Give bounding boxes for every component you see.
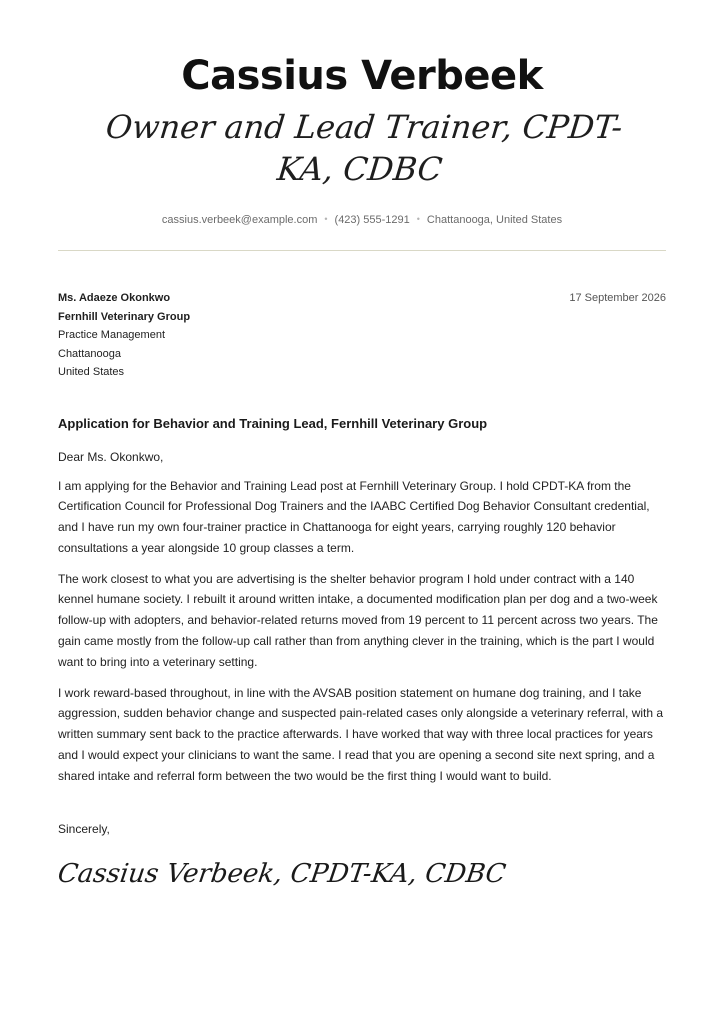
applicant-name: Cassius Verbeek	[181, 53, 543, 99]
recipient-department: Practice Management	[58, 329, 165, 341]
address-block	[58, 289, 666, 382]
contact-separator: •	[416, 214, 420, 224]
letter-subject: Application for Behavior and Training Lead, Fernhill Veterinary Group	[58, 415, 488, 431]
contact-email: cassius.verbeek@example.com	[161, 214, 318, 226]
signature: Cassius Verbeek, CPDT-KA, CDBC	[55, 858, 508, 889]
salutation: Dear Ms. Okonkwo,	[58, 449, 164, 464]
contact-line	[58, 212, 666, 227]
contact-location: Chattanooga, United States	[426, 214, 563, 226]
applicant-title: Owner and Lead Trainer, CPDT-KA, CDBC	[104, 108, 625, 188]
recipient-name: Ms. Adaeze Okonkwo	[58, 292, 171, 304]
recipient-organization: Fernhill Veterinary Group	[58, 310, 191, 323]
closing: Sincerely,	[58, 821, 110, 836]
recipient-city: Chattanooga	[58, 347, 121, 360]
letter-header	[58, 0, 666, 227]
letter-body	[58, 476, 666, 787]
body-paragraph: I am applying for the Behavior and Training Lead post at Fernhill Veterinary Group. I hold CPDT-KA from the Certification Council for Professional Dog Trainers and the IAABC Certified Dog Behavior Consultant credential, and I have run my own four-trainer practice in Chattanooga for eight years, carrying roughly 120 behavior consultations a year alongside 10 group classes a term.	[58, 478, 650, 555]
contact-phone: (423) 555-1291	[334, 214, 410, 226]
recipient-country: United States	[58, 366, 125, 378]
body-paragraph: I work reward-based throughout, in line with the AVSAB position statement on humane dog training, and I take aggression, sudden behavior change and suspected pain-related cases only alongside a veterinary referral, with a written summary sent back to the practice afterwards. I have worked that way with three local practices for years and I would expect your clinicians to want the same. I read that you are opening a second site next spring, and a shared intake and referral form between the two would be the first thing I would want to build.	[58, 685, 664, 783]
header-divider	[58, 250, 666, 251]
contact-separator: •	[324, 214, 328, 224]
body-paragraph: The work closest to what you are advertising is the shelter behavior program I hold under contract with a 140 kennel humane society. I rebuilt it around written intake, a documented modification plan per dog and a two-week follow-up with adopters, and behavior-related returns moved from 19 percent to 11 percent across two years. The gain came mostly from the follow-up call rather than from anything clever in the training, which is the part I would want to bring into a veterinary setting.	[58, 571, 658, 669]
letter-date: 17 September 2026	[569, 292, 666, 304]
